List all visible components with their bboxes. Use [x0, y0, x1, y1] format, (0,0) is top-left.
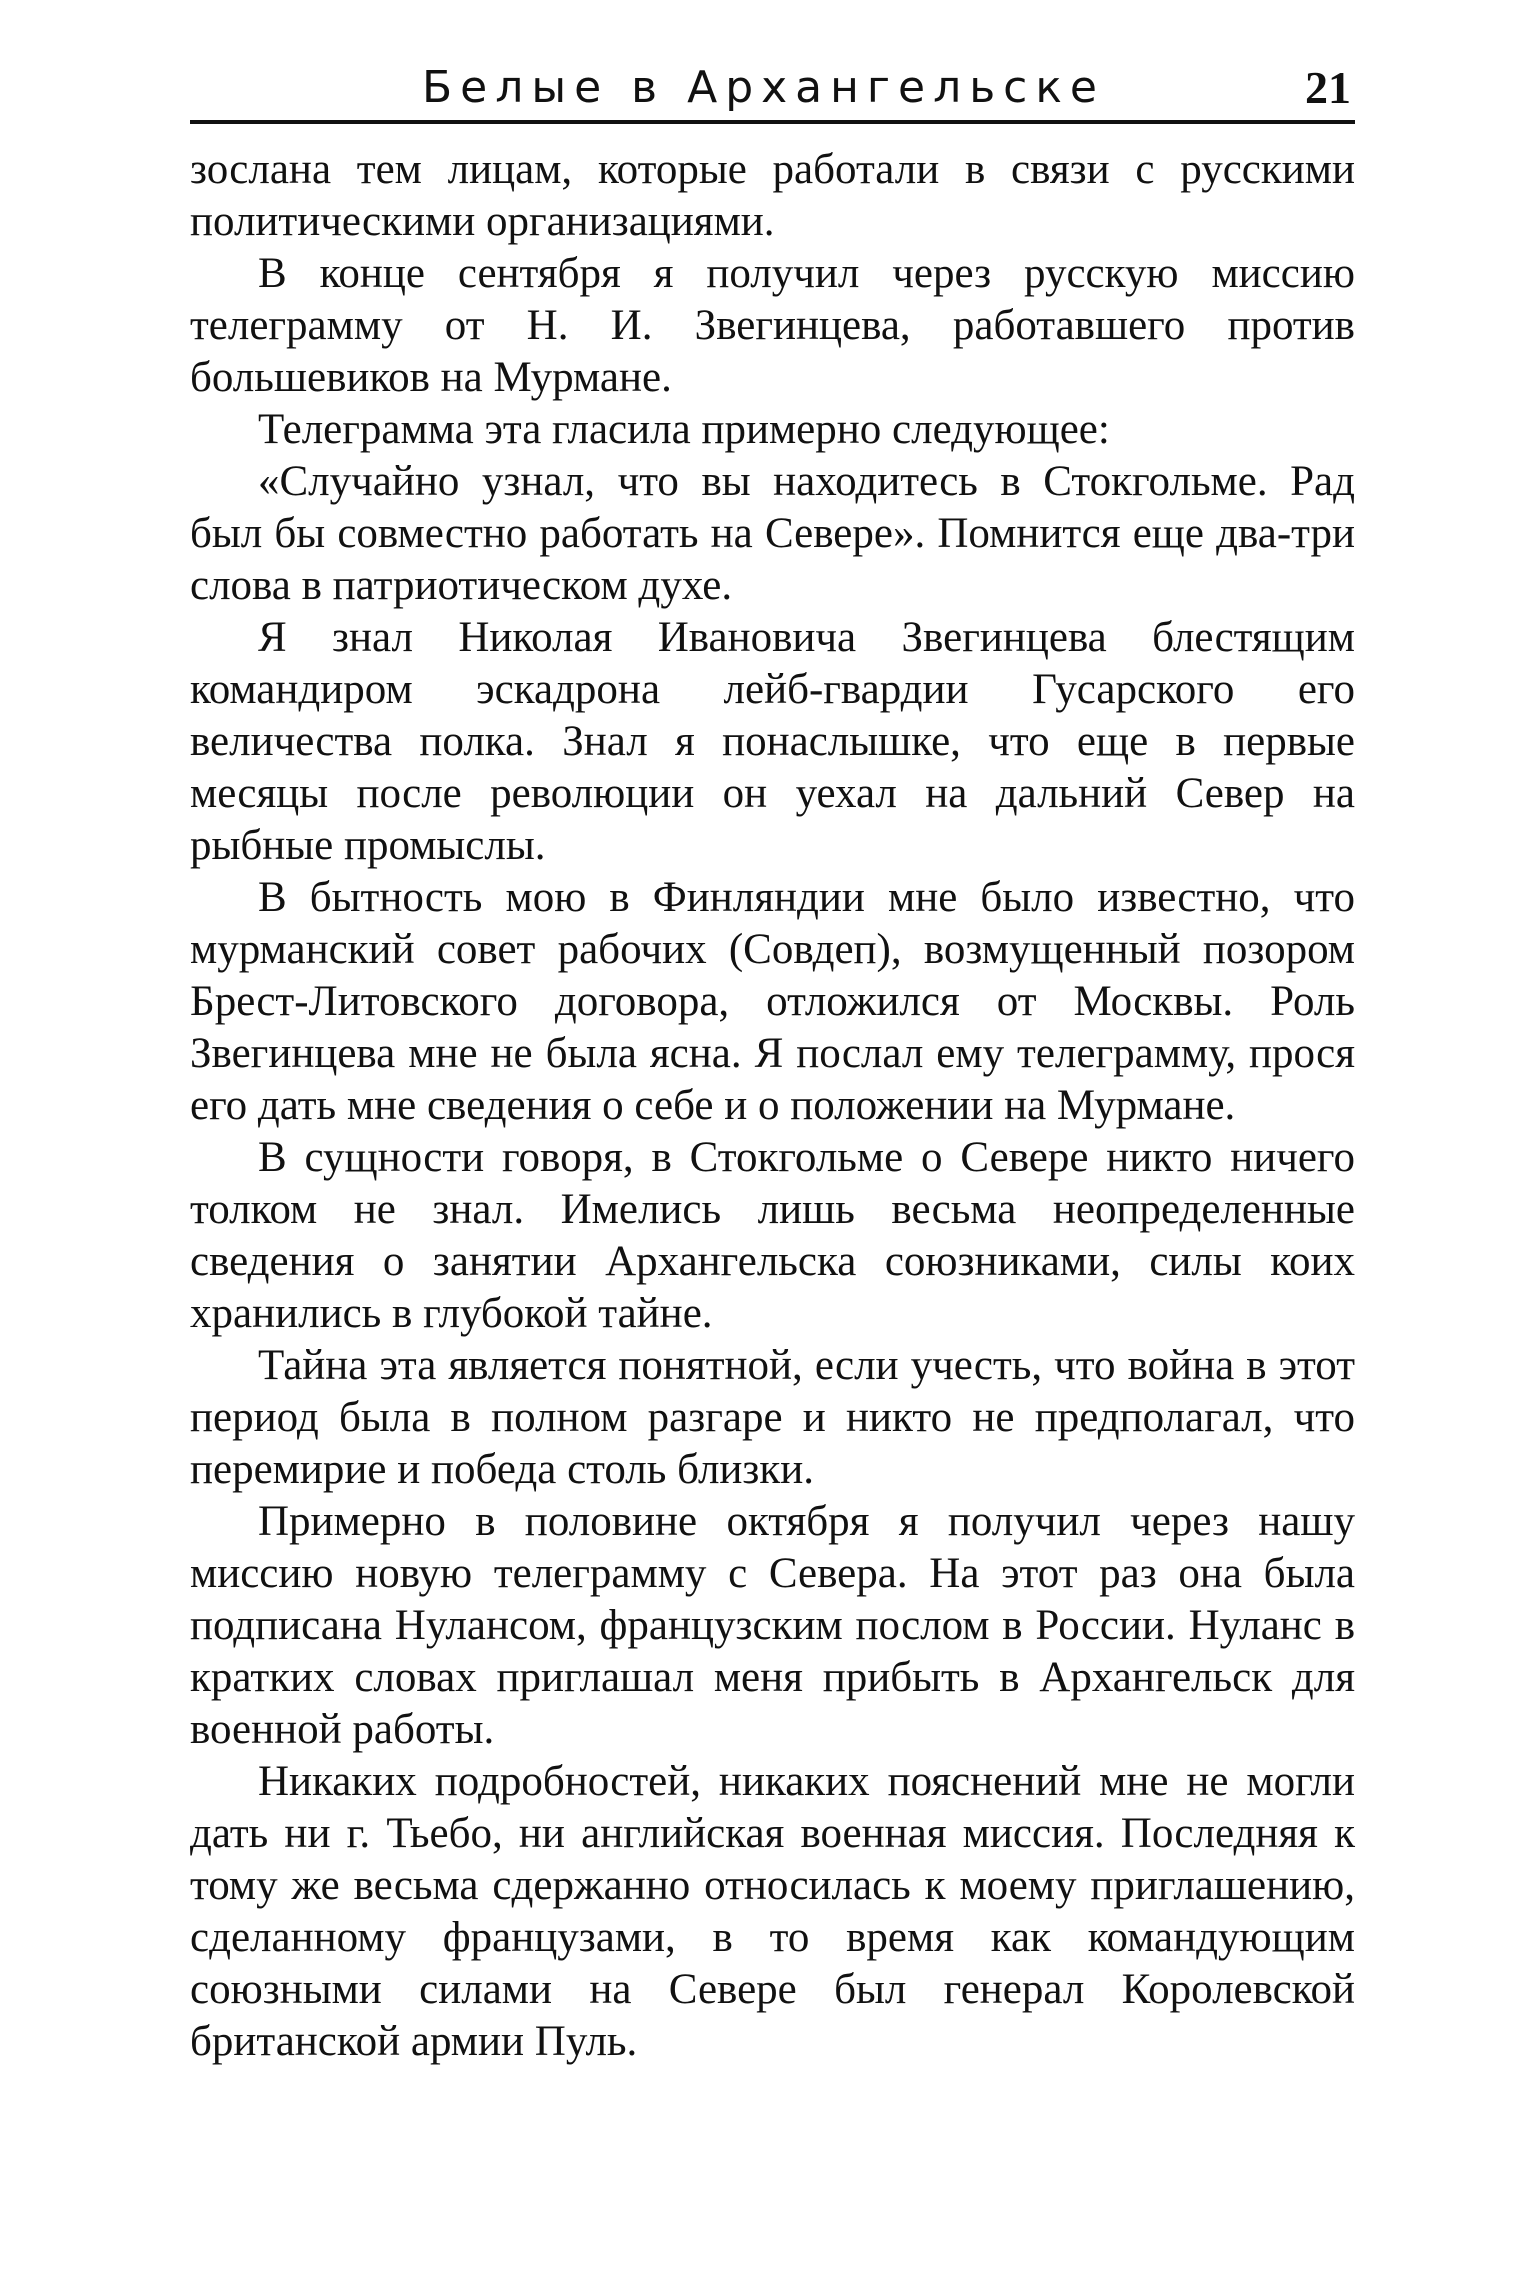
page-number: 21 [1305, 62, 1351, 113]
paragraph-telegram-quote: «Случайно узнал, что вы находитесь в Стокгольме. Рад был бы совместно работать на Севере». Помнится еще два-три слова в патриотическом духе. [190, 458, 1355, 609]
paragraph: В бытность мою в Финляндии мне было известно, что мурманский совет рабочих (Совдеп), возмущенный позором Брест-Литовского договора, отложился от Москвы. Роль Звегинцева мне не была ясна. Я послал ему телеграмму, прося его дать мне сведения о себе и о положении на Мурмане. [190, 874, 1355, 1129]
page-header [190, 58, 1355, 124]
paragraph-continuation: зослана тем лицам, которые работали в связи с русскими политическими организациями. [190, 146, 1355, 245]
paragraph: Никаких подробностей, никаких пояснений мне не могли дать ни г. Тьебо, ни английская военная миссия. Последняя к тому же весьма сдержанно относилась к моему приглашению, сделанному французами, в то время как командующим союзными силами на Севере был генерал Королевской британской армии Пуль. [190, 1758, 1355, 2065]
paragraph: В сущности говоря, в Стокгольме о Севере никто ничего толком не знал. Имелись лишь весьма неопределенные сведения о занятии Архангельска союзниками, силы коих хранились в глубокой тайне. [190, 1134, 1355, 1337]
book-page [190, 58, 1355, 2068]
paragraph: В конце сентября я получил через русскую миссию телеграмму от Н. И. Звегинцева, работавшего против большевиков на Мурмане. [190, 250, 1355, 401]
paragraph: Телеграмма эта гласила примерно следующее: [258, 406, 1110, 453]
running-title: Белые в Архангельске [422, 62, 1105, 113]
body-text [190, 144, 1355, 2068]
paragraph: Я знал Николая Ивановича Звегинцева блестящим командиром эскадрона лейб-гвардии Гусарского его величества полка. Знал я понаслышке, что еще в первые месяцы после революции он уехал на дальний Север на рыбные промыслы. [190, 614, 1355, 869]
paragraph: Тайна эта является понятной, если учесть, что война в этот период была в полном разгаре и никто не предполагал, что перемирие и победа столь близки. [190, 1342, 1355, 1493]
paragraph: Примерно в половине октября я получил через нашу миссию новую телеграмму с Севера. На этот раз она была подписана Нулансом, французским послом в России. Нуланс в кратких словах приглашал меня прибыть в Архангельск для военной работы. [190, 1498, 1355, 1753]
